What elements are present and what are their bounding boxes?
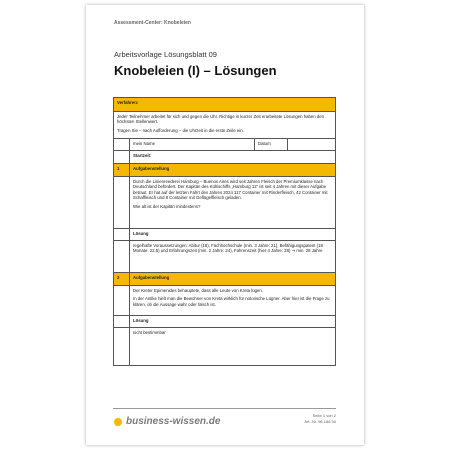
task-1-body-row bbox=[114, 177, 336, 229]
task-2-question: In der Antike hielt man die Bewohner von Kreta wirklich für notorische Lügner. Aber hier ist die Frage zu klären, ob die Aussage wahr oder falsch ist. bbox=[133, 296, 330, 307]
datum-field[interactable]: Datum bbox=[255, 139, 288, 151]
task-1-body-spacer bbox=[114, 177, 130, 229]
task-1-solution-spacer bbox=[114, 229, 130, 241]
task-2-solution-label: Lösung bbox=[130, 316, 336, 328]
task-1-number: 1 bbox=[114, 164, 130, 177]
page-number: Seite 1 von 2 bbox=[312, 413, 336, 418]
datum-value-field[interactable] bbox=[288, 139, 336, 151]
task-1-solution-cell bbox=[130, 241, 336, 273]
document-page bbox=[86, 5, 364, 445]
task-2-solution-spacer bbox=[114, 316, 130, 328]
startzeit-row-spacer bbox=[114, 151, 130, 164]
verfahren-text-2: Tragen Sie – nach Aufforderung – die Uhrzeit in die erste Zeile ein. bbox=[117, 127, 244, 133]
verfahren-text-cell bbox=[114, 112, 336, 139]
task-1-solution-body-spacer bbox=[114, 241, 130, 273]
task-1-solution: regelhafte Voraussetzungen: Abitur (18), Fachhochschule (min. 3 Jahre: 21), Befähigungspatent (18 Monate: 22,5) und Erfahrungszeit (min. 2 Jahre: 24), Fahrenszeit (hier 4 Jahre: 28) bbox=[133, 242, 323, 254]
name-field[interactable]: mein Name bbox=[130, 139, 255, 151]
task-1-text: Durch die Linienreederei Hamburg – Buenos Aires wird seit Jahren Fleisch der Premiumklasse nach Deutschland befördert. Der Kapitän des Kühlschiffs „Hamburg 12“ ist seit 4 Jahren mit dieser Aufgabe betraut. Er hat auf der letzten Fahrt des Jahres 2024 117 Container mit Rinderfleisch, 42 Container mit Schaffleisch und 8 Container mit Geflügelfleisch geladen. bbox=[133, 178, 328, 201]
task-2-body bbox=[130, 286, 336, 316]
task-2-heading: Aufgabenstellung bbox=[130, 273, 336, 286]
logo-dot-icon bbox=[114, 418, 122, 426]
task-1-header-row bbox=[114, 164, 336, 177]
arrow-right-icon: → bbox=[291, 249, 296, 255]
task-1-solution-row bbox=[114, 241, 336, 273]
article-number: Art.-Nr. 96.186.30 bbox=[304, 419, 336, 424]
footer-divider bbox=[113, 408, 336, 409]
task-1-question: Wie alt ist der Kapitän mindestens? bbox=[133, 203, 201, 209]
document-title: Knobeleien (I) – Lösungen bbox=[114, 63, 277, 78]
task-1-solution-label: Lösung bbox=[130, 229, 336, 241]
verfahren-text-1: Jeder Teilnehmer arbeitet für sich und gegen die Uhr. Richtige in kurzer Zeit erarbeitete Lösungen haben den höchsten Stellenwert. bbox=[117, 113, 325, 125]
footer-info bbox=[304, 413, 336, 425]
solution-table bbox=[113, 97, 336, 366]
document-header: Assessment-Center: Knobeleien bbox=[114, 20, 191, 26]
task-2-solution-label-row bbox=[114, 316, 336, 328]
task-1-body bbox=[130, 177, 336, 229]
task-2-solution-body-spacer bbox=[114, 328, 130, 366]
name-row-spacer bbox=[114, 139, 130, 151]
task-2-solution-row bbox=[114, 328, 336, 366]
name-row bbox=[114, 139, 336, 151]
task-1-result: min. 28 Jahre bbox=[296, 248, 323, 254]
task-2-number: 2 bbox=[114, 273, 130, 286]
verfahren-label: Verfahren: bbox=[114, 98, 336, 112]
startzeit-field[interactable]: Startzeit: bbox=[130, 151, 336, 164]
footer-logo: business-wissen.de bbox=[126, 416, 221, 427]
task-1-solution-label-row bbox=[114, 229, 336, 241]
startzeit-row bbox=[114, 151, 336, 164]
document-subtitle: Arbeitsvorlage Lösungsblatt 09 bbox=[114, 50, 217, 59]
task-2-text: Der Kreter Epimenides behauptete, dass alle Leute von Kreta lügen. bbox=[133, 287, 263, 293]
task-2-header-row bbox=[114, 273, 336, 286]
task-1-heading: Aufgabenstellung bbox=[130, 164, 336, 177]
task-2-solution: nicht bestimmbar bbox=[130, 328, 336, 366]
task-2-body-row bbox=[114, 286, 336, 316]
verfahren-header-row bbox=[114, 98, 336, 112]
verfahren-text-row bbox=[114, 112, 336, 139]
task-2-body-spacer bbox=[114, 286, 130, 316]
